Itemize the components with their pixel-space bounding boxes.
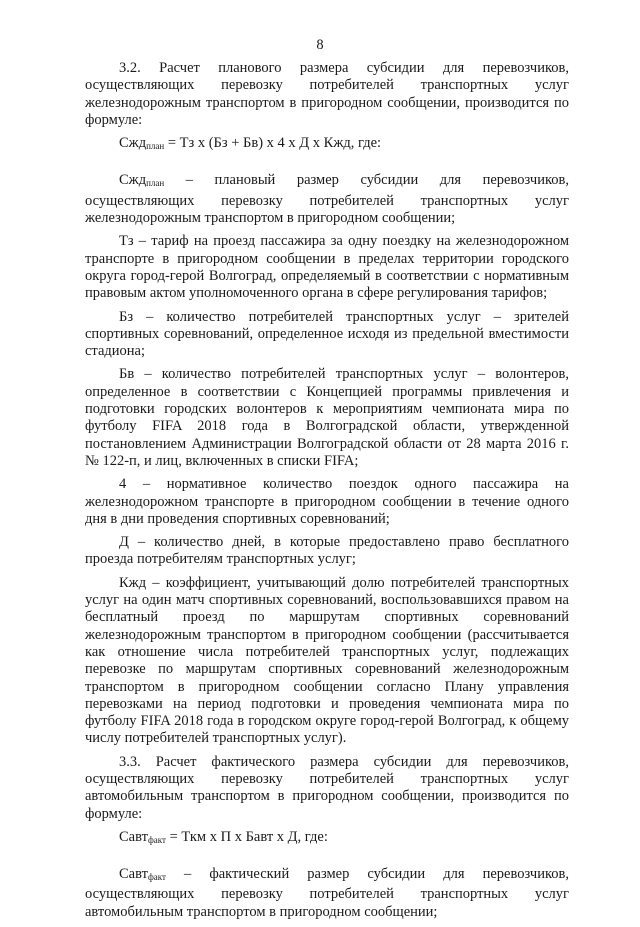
page-number: 8 <box>316 37 324 53</box>
section-3-3-paragraph: 3.3. Расчет фактического размера субсидии для перевозчиков, осуществляющих перевозку потребителей транспортных услуг автомобильным транспортом в пригородном сообщении, производится по формуле: <box>85 753 569 822</box>
section-3-2-paragraph: 3.2. Расчет планового размера субсидии для перевозчиков, осуществляющих перевозку потребителей транспортных услуг железнодорожным транспортом в пригородном сообщении, производится по формуле: <box>85 60 569 128</box>
definition-text: – фактический размер субсидии для перевозчиков, осуществляющих перевозку потребителей транспортных услуг автомобильным транспортом в пригородном сообщении; <box>85 866 569 920</box>
definition-symbol: Сжд <box>119 172 147 189</box>
formula-subscript: план <box>146 141 165 152</box>
definition-4: 4 – нормативное количество поездок одного пассажира на железнодорожном транспорте в пригородном сообщении в течение одного дня в дни проведения спортивных соревнований; <box>85 476 569 527</box>
definition-kzhd: Кжд – коэффициент, учитывающий долю потребителей транспортных услуг на один матч спортивных соревнований, воспользовавшихся правом на бесплатный проезд по маршрутам спортивных соревнований железнодорожным транспортом в пригородном сообщении (рассчитывается как отношение числа потребителей транспортных услуг, подлежащих перевозке по маршрутам спортивных соревнований железнодорожным транспортом в пригородном сообщении согласно Плану управления перевозками на период подготовки и проведения чемпионата мира по футболу FIFA 2018 года в городском округе город-герой Волгоград, к общему числу потребителей транспортных услуг). <box>85 574 569 747</box>
formula-rhs: = Тз х (Бз + Бв) х 4 х Д х Кжд, где: <box>164 135 382 152</box>
definition-subscript: факт <box>147 872 166 883</box>
formula-lhs: Сжд <box>119 135 147 152</box>
definition-tz: Тз – тариф на проезд пассажира за одну поездку на железнодорожном транспорте в пригородном сообщении в пределах территории городского округа город-герой Волгоград, определяемый в соответствии с нормативным правовым актом уполномоченного органа в сфере регулирования тарифов; <box>85 233 569 302</box>
document-body <box>85 60 569 927</box>
definition-savt <box>85 866 569 921</box>
definition-bv: Бв – количество потребителей транспортных услуг – волонтеров, определенное в соответствии с Концепцией программы привлечения и подготовки городских волонтеров к мероприятиям чемпионата мира по футболу FIFA 2018 года в Волгоградской области, утвержденной постановлением Администрации Волгоградской области от 28 марта 2016 г. № 122-п, и лиц, включенных в списки FIFA; <box>85 366 569 469</box>
formula-lhs: Савт <box>119 828 148 845</box>
definition-text: – плановый размер субсидии для перевозчиков, осуществляющих перевозку потребителей транспортных услуг железнодорожным транспортом в пригородном сообщении; <box>85 172 569 227</box>
formula-rhs: = Ткм х П х Бавт х Д, где: <box>165 828 328 845</box>
definition-szhd <box>85 172 569 227</box>
definition-bz: Бз – количество потребителей транспортных услуг – зрителей спортивных соревнований, определенное исходя из предельной вместимости стадиона; <box>85 308 569 360</box>
formula-plan-subsidy <box>85 135 569 155</box>
formula-fact-subsidy <box>85 829 569 849</box>
formula-subscript: факт <box>147 834 166 845</box>
definition-symbol: Савт <box>119 866 148 883</box>
definition-subscript: план <box>146 178 165 189</box>
definition-d: Д – количество дней, в которые предоставлено право бесплатного проезда потребителям транспортных услуг; <box>85 534 569 568</box>
